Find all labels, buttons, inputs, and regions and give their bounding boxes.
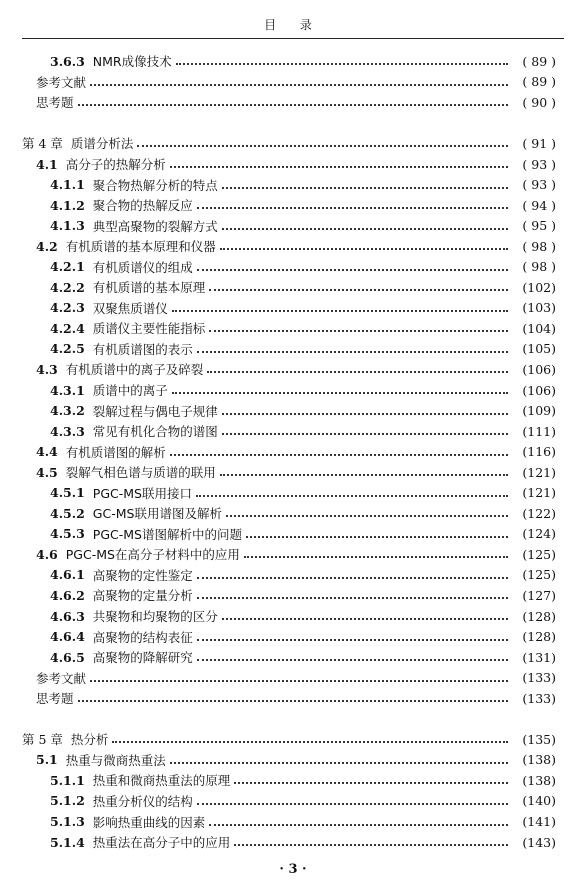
toc-entry-title: 有机质谱的基本原理: [92, 280, 206, 296]
toc-entry-title: 高聚物的定性鉴定: [92, 567, 193, 583]
toc-entry[interactable]: [22, 441, 556, 462]
toc-entry[interactable]: [22, 421, 556, 442]
dot-leader: [172, 380, 508, 394]
toc-entry-page: (121): [522, 485, 556, 501]
dot-leader: [222, 606, 508, 620]
toc-entry-title: 参考文献: [36, 670, 87, 686]
dot-leader: [220, 462, 508, 476]
toc-entry-title: 高聚物的定量分析: [92, 588, 193, 604]
toc-entry-title: 热重与微商热重法: [65, 752, 166, 768]
toc-entry-number: 5.1.4: [50, 834, 85, 850]
toc-entry-number: 4.5: [36, 464, 58, 480]
toc-entry-title: 聚合物的热解反应: [92, 198, 193, 214]
toc-entry-page: (109): [522, 403, 556, 419]
dot-leader: [222, 175, 508, 189]
toc-entry-page: (124): [522, 526, 556, 542]
toc-entry-number: 4.1.3: [50, 218, 85, 234]
toc-entry-title: PGC-MS谱图解析中的问题: [92, 526, 242, 542]
dot-leader: [197, 257, 508, 271]
toc-entry-number: 4.5.1: [50, 485, 85, 501]
toc-entry-number: 4.2.1: [50, 259, 85, 275]
dot-leader: [197, 195, 508, 209]
toc-entry-title: 典型高聚物的裂解方式: [92, 218, 218, 234]
toc-entry[interactable]: [22, 215, 556, 236]
toc-entry-title: 思考题: [36, 691, 74, 707]
dot-leader: [220, 236, 508, 250]
toc-entry-number: 4.6.5: [50, 649, 85, 665]
toc-entry[interactable]: [22, 811, 556, 832]
toc-entry[interactable]: [22, 585, 556, 606]
toc-entry-page: (138): [522, 772, 556, 788]
toc-entry-page: ( 98 ): [522, 238, 556, 254]
toc-entry-number: 4.5.2: [50, 505, 85, 521]
dot-leader: [78, 688, 508, 702]
dot-leader: [246, 524, 508, 538]
dot-leader: [234, 832, 508, 846]
toc-entry-page: (106): [522, 382, 556, 398]
dot-leader: [176, 51, 508, 65]
running-header: 目 录: [22, 12, 564, 39]
toc-entry[interactable]: [22, 524, 556, 545]
toc-entry-number: 4.1: [36, 156, 58, 172]
toc-entry[interactable]: [22, 647, 556, 668]
toc-entry[interactable]: [22, 544, 556, 565]
toc-entry-number: 4.5.3: [50, 526, 85, 542]
dot-leader: [78, 92, 508, 106]
toc-entry-page: (133): [522, 670, 556, 686]
toc-entry-title: 热重分析仪的结构: [92, 793, 193, 809]
toc-entry-page: (116): [522, 444, 556, 460]
dot-leader: [172, 298, 508, 312]
toc-entry[interactable]: [22, 339, 556, 360]
toc-entry-page: ( 98 ): [522, 259, 556, 275]
dot-leader: [197, 791, 508, 805]
toc-entry-page: (143): [522, 834, 556, 850]
toc-entry[interactable]: [22, 154, 556, 175]
toc-entry-number: 5.1.3: [50, 814, 85, 829]
toc-entry[interactable]: [22, 688, 556, 709]
toc-entry[interactable]: [22, 791, 556, 812]
dot-leader: [197, 585, 508, 599]
toc-entry-title: 高分子的热解分析: [65, 157, 166, 172]
toc-entry-page: ( 89 ): [522, 74, 556, 90]
dot-leader: [137, 133, 508, 147]
toc-entry-page: (104): [522, 320, 556, 336]
toc-entry-page: (131): [522, 649, 556, 665]
toc-entry-number: 4.6.1: [50, 567, 85, 583]
toc-entry-title: 质谱中的离子: [92, 383, 168, 399]
toc-entry-number: 第 5 章: [22, 732, 63, 748]
toc-entry-number: 4.2.3: [50, 300, 85, 316]
dot-leader: [197, 627, 508, 641]
toc-entry-page: ( 91 ): [522, 135, 556, 151]
toc-entry[interactable]: [22, 565, 556, 586]
dot-leader: [234, 770, 508, 784]
section-gap: [22, 709, 556, 730]
page-number: · 3 ·: [279, 862, 307, 877]
dot-leader: [226, 503, 508, 517]
toc-entry-page: (128): [522, 608, 556, 624]
toc-entry[interactable]: [22, 380, 556, 401]
toc-entry-title: 热重和微商热重法的原理: [92, 773, 231, 789]
toc-entry-page: ( 95 ): [522, 218, 556, 234]
dot-leader: [244, 544, 508, 558]
toc-entry[interactable]: [22, 51, 556, 72]
toc-entry[interactable]: [22, 277, 556, 298]
toc-entry[interactable]: [22, 298, 556, 319]
dot-leader: [209, 812, 508, 826]
toc-entry[interactable]: [22, 236, 556, 257]
toc-entry-title: 有机质谱的基本原理和仪器: [65, 239, 216, 255]
toc-entry-title: 双聚焦质谱仪: [92, 300, 168, 316]
toc-entry-page: (141): [522, 814, 556, 829]
toc-entry-title: 质谱仪主要性能指标: [92, 321, 206, 337]
toc-entry-number: 5.1: [36, 752, 58, 768]
toc-entry-title: PGC-MS在高分子材料中的应用: [65, 547, 240, 563]
toc-entry-page: (140): [522, 793, 556, 809]
dot-leader: [207, 359, 508, 373]
dot-leader: [170, 154, 508, 168]
toc-entry-title: 热重法在高分子中的应用: [92, 835, 231, 851]
dot-leader: [222, 216, 508, 230]
toc-entry[interactable]: [22, 359, 556, 380]
toc-entry-page: ( 93 ): [522, 177, 556, 193]
toc-entry-title: 常见有机化合物的谱图: [92, 424, 218, 440]
toc-entry-page: (102): [522, 279, 556, 295]
toc-entry[interactable]: [22, 133, 556, 154]
toc-entry[interactable]: [22, 92, 556, 113]
toc-entry-page: ( 94 ): [522, 197, 556, 213]
section-gap: [22, 113, 556, 134]
toc-entry-number: 4.3.2: [50, 403, 85, 419]
toc-entry-title: 有机质谱图的解析: [65, 444, 166, 460]
dot-leader: [197, 339, 508, 353]
table-of-contents: [22, 51, 556, 852]
toc-entry-page: (138): [522, 752, 556, 768]
toc-entry[interactable]: [22, 72, 556, 93]
toc-entry-title: NMR成像技术: [92, 54, 172, 70]
toc-entry-number: 4.6.4: [50, 629, 85, 645]
toc-entry-number: 第 4 章: [22, 136, 63, 152]
toc-entry-title: GC-MS联用谱图及解析: [92, 506, 222, 522]
toc-entry[interactable]: [22, 256, 556, 277]
toc-entry-number: 5.1.1: [50, 772, 85, 788]
dot-leader: [112, 729, 508, 743]
toc-entry-title: 共聚物和均聚物的区分: [92, 609, 218, 625]
dot-leader: [196, 483, 508, 497]
toc-entry-number: 4.3: [36, 361, 58, 377]
toc-entry-number: 4.2.2: [50, 279, 85, 295]
toc-entry[interactable]: [22, 832, 556, 853]
dot-leader: [90, 668, 508, 682]
toc-entry[interactable]: [22, 770, 556, 791]
toc-entry-page: (122): [522, 505, 556, 521]
toc-entry-page: (121): [522, 464, 556, 480]
toc-entry-number: 3.6.3: [50, 53, 85, 69]
toc-entry-title: 有机质谱图的表示: [92, 341, 193, 357]
toc-entry-title: 思考题: [36, 95, 74, 111]
toc-entry-title: 聚合物热解分析的特点: [92, 177, 218, 193]
toc-entry[interactable]: [22, 503, 556, 524]
toc-entry-page: (133): [522, 690, 556, 706]
dot-leader: [197, 647, 508, 661]
toc-entry-title: 参考文献: [36, 74, 87, 90]
toc-entry-page: (105): [522, 341, 556, 357]
toc-entry-number: 4.6: [36, 546, 58, 562]
dot-leader: [209, 318, 508, 332]
toc-entry-title: 裂解气相色谱与质谱的联用: [65, 465, 216, 481]
toc-entry-page: (106): [522, 361, 556, 377]
toc-entry-title: 有机质谱仪的组成: [92, 259, 193, 275]
toc-entry-title: 有机质谱中的离子及碎裂: [65, 362, 204, 378]
toc-entry-page: ( 90 ): [522, 94, 556, 110]
toc-entry-title: 高聚物的结构表征: [92, 629, 193, 645]
dot-leader: [90, 72, 508, 86]
dot-leader: [222, 421, 508, 435]
toc-entry[interactable]: [22, 606, 556, 627]
dot-leader: [209, 277, 508, 291]
toc-entry[interactable]: [22, 174, 556, 195]
toc-entry[interactable]: [22, 318, 556, 339]
toc-entry-title: 影响热重曲线的因素: [92, 814, 206, 830]
toc-entry[interactable]: [22, 750, 556, 771]
toc-entry[interactable]: [22, 195, 556, 216]
dot-leader: [170, 442, 508, 456]
toc-entry-page: (127): [522, 587, 556, 603]
toc-entry-page: ( 93 ): [522, 156, 556, 172]
toc-entry-number: 4.1.2: [50, 197, 85, 213]
toc-entry-page: ( 89 ): [522, 53, 556, 69]
toc-entry-title: 热分析: [70, 732, 109, 748]
dot-leader: [197, 565, 508, 579]
toc-entry-title: PGC-MS联用接口: [92, 485, 192, 501]
dot-leader: [170, 750, 508, 764]
toc-entry-number: 4.3.3: [50, 423, 85, 439]
toc-entry[interactable]: [22, 667, 556, 688]
toc-entry-page: (128): [522, 629, 556, 645]
toc-entry-number: 4.4: [36, 444, 58, 460]
toc-entry-title: 高聚物的降解研究: [92, 650, 193, 666]
toc-entry-number: 5.1.2: [50, 793, 85, 809]
toc-entry-page: (111): [522, 423, 556, 439]
toc-entry-title: 质谱分析法: [70, 136, 134, 152]
toc-entry-page: (135): [522, 731, 556, 747]
toc-entry-number: 4.6.2: [50, 587, 85, 603]
toc-entry-number: 4.1.1: [50, 177, 85, 193]
toc-entry-number: 4.3.1: [50, 382, 85, 398]
toc-entry-number: 4.6.3: [50, 608, 85, 624]
toc-entry-page: (125): [522, 546, 556, 562]
toc-entry-number: 4.2.4: [50, 320, 85, 336]
toc-entry-number: 4.2.5: [50, 341, 85, 357]
dot-leader: [222, 401, 508, 415]
toc-entry-title: 裂解过程与偶电子规律: [92, 403, 218, 419]
toc-entry[interactable]: [22, 400, 556, 421]
toc-entry[interactable]: [22, 462, 556, 483]
toc-entry[interactable]: [22, 729, 556, 750]
toc-entry[interactable]: [22, 482, 556, 503]
toc-entry-page: (125): [522, 567, 556, 583]
toc-entry-number: 4.2: [36, 238, 58, 254]
toc-entry-page: (103): [522, 300, 556, 316]
toc-entry[interactable]: [22, 626, 556, 647]
